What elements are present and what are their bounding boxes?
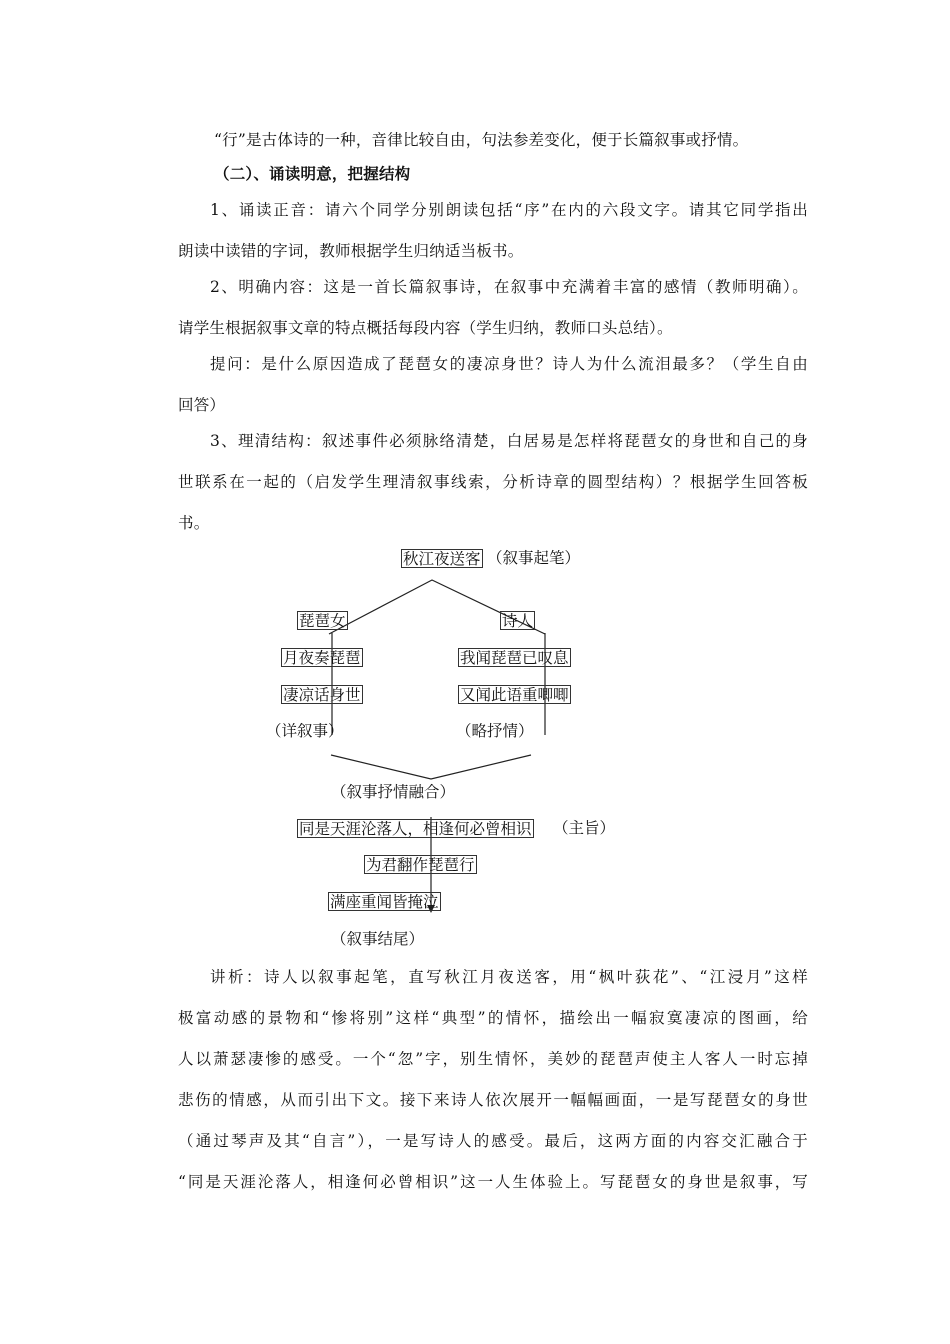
diagram-note-theme: （主旨）	[553, 819, 616, 837]
diagram-box-weeping: 满座重闻皆掩泣	[330, 893, 439, 911]
analysis-line-1: 讲析：诗人以叙事起笔，直写秋江月夜送客，用“枫叶荻花”、“江浸月”这样	[210, 968, 808, 986]
paragraph-content-2-cont: 请学生根据叙事文章的特点概括每段内容（学生归纳，教师口头总结）。	[178, 319, 673, 337]
analysis-line-3: 人以萧瑟凄惨的感受。一个“忽”字，别生情怀，美妙的琵琶声使主人客人一时忘掉	[178, 1050, 808, 1068]
paragraph-structure-3: 3、理清结构：叙述事件必须脉络清楚，白居易是怎样将琵琶女的身世和自己的身	[210, 432, 808, 450]
diagram-box-theme: 同是天涯沦落人，相逢何必曾相识	[299, 820, 532, 838]
paragraph-recite-1-cont: 朗读中读错的字词，教师根据学生归纳适当板书。	[178, 242, 524, 260]
diagram-box-pipa-xing: 为君翻作琵琶行	[366, 856, 475, 874]
diagram-note-left: （详叙事）	[266, 722, 344, 740]
paragraph-structure-3-end: 书。	[178, 514, 210, 532]
diagram-box-opening: 秋江夜送客	[403, 550, 481, 568]
section-heading-2: （二）、诵读明意，把握结构	[214, 164, 411, 183]
diagram-note-merge: （叙事抒情融合）	[331, 783, 456, 801]
diagram-note-opening: （叙事起笔）	[487, 549, 581, 567]
diagram-note-ending: （叙事结尾）	[331, 930, 425, 948]
diagram-box-left-1: 月夜奏琵琶	[283, 649, 361, 667]
paragraph-structure-3-cont: 世联系在一起的（启发学生理清叙事线索，分析诗章的圆型结构）？根据学生回答板	[178, 473, 808, 491]
paragraph-content-2: 2、明确内容：这是一首长篇叙事诗，在叙事中充满着丰富的感情（教师明确）。	[210, 278, 808, 296]
analysis-line-6: “同是天涯沦落人，相逢何必曾相识”这一人生体验上。写琵琶女的身世是叙事，写	[178, 1173, 808, 1191]
diagram-box-poet: 诗人	[502, 612, 534, 630]
diagram-box-right-1: 我闻琵琶已叹息	[460, 649, 569, 667]
diagram-box-pipa-girl: 琵琶女	[299, 612, 346, 630]
paragraph-question-cont: 回答）	[178, 396, 226, 414]
paragraph-recite-1: 1、诵读正音：请六个同学分别朗读包括“序”在内的六段文字。请其它同学指出	[210, 201, 808, 219]
paragraph-question: 提问：是什么原因造成了琵琶女的凄凉身世？诗人为什么流泪最多？（学生自由	[210, 355, 808, 373]
analysis-line-2: 极富动感的景物和“惨将别”这样“典型”的情怀，描绘出一幅寂寞凄凉的图画，给	[178, 1009, 808, 1027]
paragraph-xing-definition: “行”是古体诗的一种，音律比较自由，句法参差变化，便于长篇叙事或抒情。	[214, 131, 749, 149]
diagram-note-right: （略抒情）	[456, 722, 534, 740]
diagram-box-left-2: 凄凉话身世	[283, 686, 361, 704]
analysis-line-5: （通过琴声及其“自言”），一是写诗人的感受。最后，这两方面的内容交汇融合于	[178, 1132, 808, 1150]
diagram-box-right-2: 又闻此语重唧唧	[460, 686, 569, 704]
analysis-line-4: 悲伤的情感，从而引出下文。接下来诗人依次展开一幅幅画面，一是写琵琶女的身世	[178, 1091, 808, 1109]
